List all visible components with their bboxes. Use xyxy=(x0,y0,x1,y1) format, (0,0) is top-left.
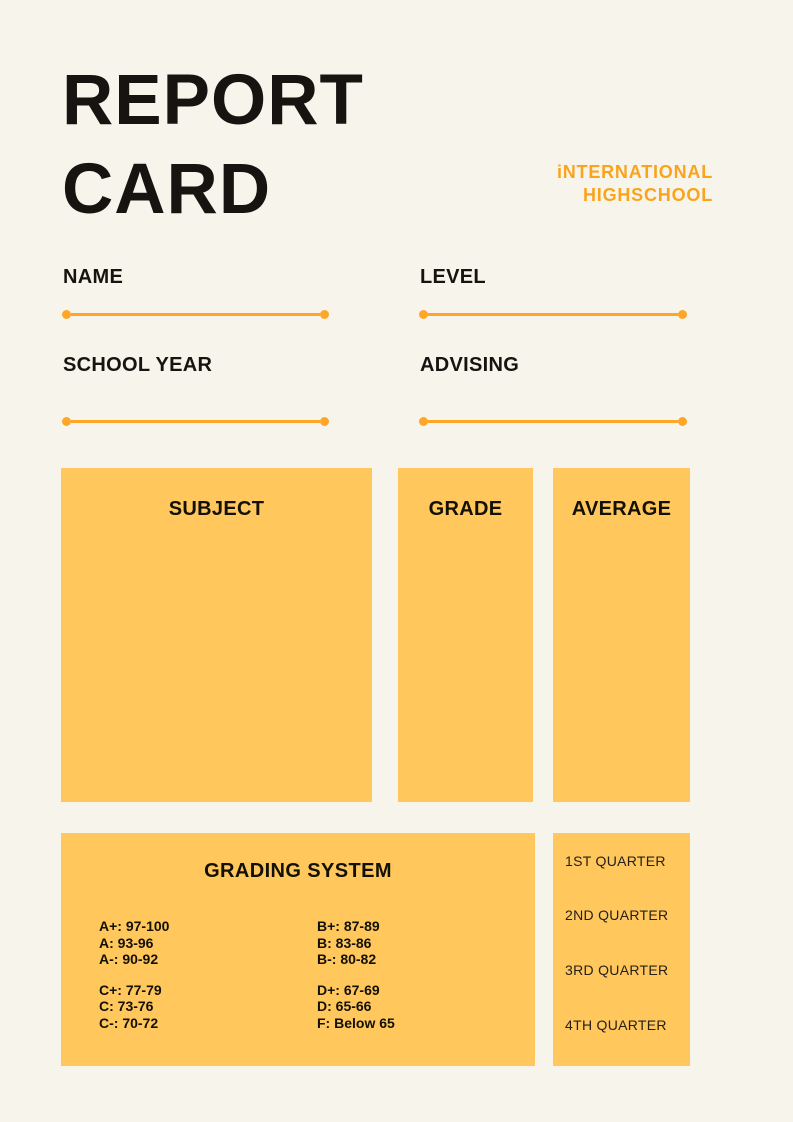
grade-scale-entry: F: Below 65 xyxy=(317,1014,395,1031)
line-end-dot xyxy=(419,417,428,426)
line-end-dot xyxy=(419,310,428,319)
line-end-dot xyxy=(320,310,329,319)
school-year-entry-line[interactable] xyxy=(62,417,329,426)
average-column-panel[interactable] xyxy=(553,468,690,802)
page-title-line2: CARD xyxy=(62,150,272,229)
grade-scale-entry: D+: 67-69 xyxy=(317,981,380,998)
grade-column-panel[interactable] xyxy=(398,468,533,802)
grade-scale-entry: B-: 80-82 xyxy=(317,951,377,967)
page-title xyxy=(62,56,364,234)
name-entry-line[interactable] xyxy=(62,310,329,319)
school-name-line1: iNTERNATIONAL xyxy=(556,162,713,182)
grading-scale-left-column xyxy=(99,918,169,1031)
line-rule xyxy=(428,313,678,316)
school-name xyxy=(557,161,713,207)
school-name-line2: HIGHSCHOOL xyxy=(582,185,713,205)
subject-column-header: SUBJECT xyxy=(168,498,265,520)
average-column-header: AVERAGE xyxy=(571,498,672,520)
quarter-label-2: 2ND QUARTER xyxy=(565,907,669,923)
line-end-dot xyxy=(62,310,71,319)
line-rule xyxy=(71,420,320,423)
level-label: LEVEL xyxy=(420,266,486,288)
advising-entry-line[interactable] xyxy=(419,417,687,426)
grading-scale-right-column xyxy=(317,918,395,1031)
grading-system-title: GRADING SYSTEM xyxy=(204,860,392,882)
grade-scale-entry: B+: 87-89 xyxy=(317,918,380,934)
grade-scale-entry: A: 93-96 xyxy=(99,934,154,951)
page-title-line1: REPORT xyxy=(62,61,364,140)
line-rule xyxy=(71,313,320,316)
grade-column-header: GRADE xyxy=(428,498,503,520)
advising-label: ADVISING xyxy=(420,354,520,376)
line-end-dot xyxy=(678,417,687,426)
quarters-panel xyxy=(553,833,690,1066)
grade-scale-entry: C: 73-76 xyxy=(99,998,154,1014)
grade-scale-entry: C-: 70-72 xyxy=(99,1014,159,1031)
grade-scale-entry: A+: 97-100 xyxy=(99,918,170,934)
line-rule xyxy=(428,420,678,423)
subject-column-panel[interactable] xyxy=(61,468,372,802)
grade-scale-entry: C+: 77-79 xyxy=(99,981,162,998)
line-end-dot xyxy=(320,417,329,426)
line-end-dot xyxy=(62,417,71,426)
grading-system-panel xyxy=(61,833,535,1066)
quarter-label-3: 3RD QUARTER xyxy=(565,962,669,978)
quarter-label-4: 4TH QUARTER xyxy=(565,1017,667,1033)
grade-scale-entry: A-: 90-92 xyxy=(99,951,159,967)
name-label: NAME xyxy=(63,266,124,288)
grade-scale-entry: B: 83-86 xyxy=(317,934,372,951)
school-year-label: SCHOOL YEAR xyxy=(63,354,213,376)
quarter-label-1: 1ST QUARTER xyxy=(565,853,666,869)
level-entry-line[interactable] xyxy=(419,310,687,319)
line-end-dot xyxy=(678,310,687,319)
grade-scale-entry: D: 65-66 xyxy=(317,998,372,1014)
